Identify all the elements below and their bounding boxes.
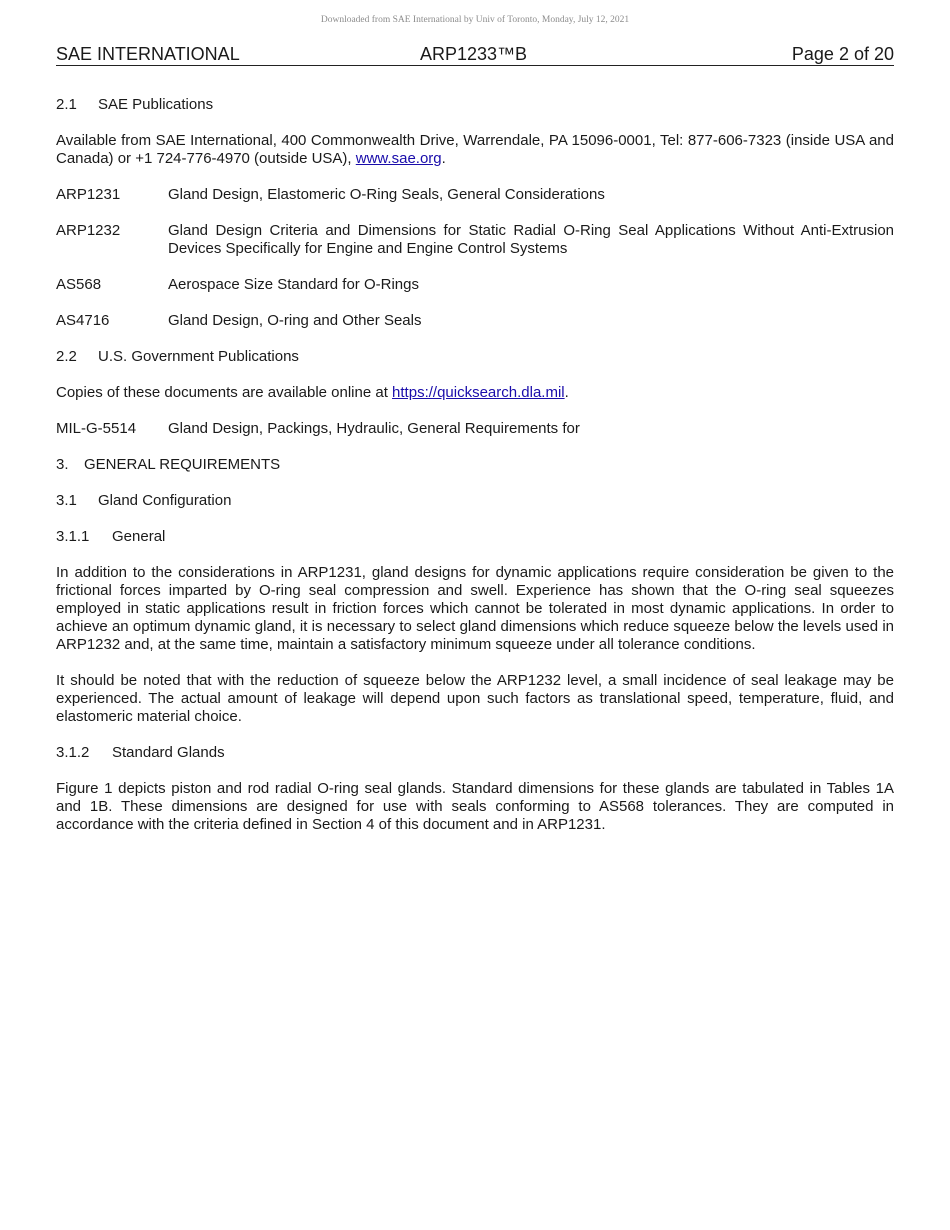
reference-code: AS4716 xyxy=(56,312,110,329)
download-watermark: Downloaded from SAE International by Univ of Toronto, Monday, July 12, 2021 xyxy=(320,15,630,25)
sae-intro-tail: . xyxy=(441,150,446,167)
reference-entry xyxy=(56,276,894,294)
standard-glands-paragraph: Figure 1 depicts piston and rod radial O-ring seal glands. Standard dimensions for these glands are tabulated in Tables 1A and 1B. These dimensions are designed for use with seals conforming to AS568 tolerances. They are computed in accordance with the criteria defined in Section 4 of this document and in ARP1231. xyxy=(56,780,894,833)
reference-code: MIL-G-5514 xyxy=(56,420,137,437)
section-number: 3. xyxy=(56,456,69,473)
section-title: U.S. Government Publications xyxy=(98,348,299,365)
gov-intro-text: Copies of these documents are available online at xyxy=(56,384,393,401)
section-number: 2.2 xyxy=(56,348,77,365)
section-2-1-heading xyxy=(56,96,894,114)
sae-availability-paragraph xyxy=(56,132,894,168)
reference-code: AS568 xyxy=(56,276,102,293)
section-number: 2.1 xyxy=(56,96,77,113)
section-title: Gland Configuration xyxy=(98,492,232,509)
reference-entry xyxy=(56,186,894,204)
reference-title: Gland Design, Elastomeric O-Ring Seals, General Considerations xyxy=(168,186,605,203)
page-header xyxy=(56,43,894,66)
reference-title: Gland Design, Packings, Hydraulic, General Requirements for xyxy=(168,420,580,437)
section-title: SAE Publications xyxy=(98,96,214,113)
section-3-1-1-heading xyxy=(56,528,894,546)
reference-title: Gland Design Criteria and Dimensions for Static Radial O-Ring Seal Applications Without Anti-Extrusion Devices Specifically for Engine and Engine Control Systems xyxy=(168,222,894,257)
reference-entry xyxy=(56,312,894,330)
section-3-1-2-heading xyxy=(56,744,894,762)
section-title: General xyxy=(112,528,166,545)
reference-code: ARP1232 xyxy=(56,222,121,239)
section-3-heading xyxy=(56,456,894,474)
section-title: GENERAL REQUIREMENTS xyxy=(84,456,281,473)
reference-title: Gland Design, O-ring and Other Seals xyxy=(168,312,422,329)
reference-entry xyxy=(56,222,894,258)
reference-title: Aerospace Size Standard for O-Rings xyxy=(168,276,419,293)
document-body xyxy=(56,96,894,852)
section-2-2-heading xyxy=(56,348,894,366)
section-number: 3.1 xyxy=(56,492,77,509)
page-number: Page 2 of 20 xyxy=(791,44,894,64)
section-3-1-heading xyxy=(56,492,894,510)
document-number: ARP1233™B xyxy=(420,44,528,64)
section-title: Standard Glands xyxy=(112,744,225,761)
section-number: 3.1.2 xyxy=(56,744,90,761)
reference-code: ARP1231 xyxy=(56,186,121,203)
section-number: 3.1.1 xyxy=(56,528,90,545)
publisher-name: SAE INTERNATIONAL xyxy=(56,44,240,64)
general-paragraph-2: It should be noted that with the reduction of squeeze below the ARP1232 level, a small incidence of seal leakage may be experienced. The actual amount of leakage will depend upon such factors as translational speed, temperature, fluid, and elastomeric material choice. xyxy=(56,672,894,725)
quicksearch-link[interactable]: https://quicksearch.dla.mil xyxy=(392,384,565,401)
reference-entry xyxy=(56,420,894,438)
sae-intro-text: Available from SAE International, 400 Commonwealth Drive, Warrendale, PA 15096-0001, Tel: 877-606-7323 (inside USA and Canada) or +1 724-776-4970 (outside USA), xyxy=(56,132,894,167)
general-paragraph-1: In addition to the considerations in ARP1231, gland designs for dynamic applications require consideration be given to the frictional forces imparted by O-ring seal compression and swell. Experience has shown that the O-ring seal squeezes employed in static applications result in friction forces which cannot be tolerated in most dynamic applications. In order to achieve an optimum dynamic gland, it is necessary to select gland dimensions which reduce squeeze below the levels used in ARP1232 and, at the same time, maintain a satisfactory minimum squeeze under all tolerance conditions. xyxy=(56,564,894,653)
sae-website-link[interactable]: www.sae.org xyxy=(355,150,442,167)
gov-intro-tail: . xyxy=(564,384,569,401)
gov-availability-paragraph xyxy=(56,384,894,402)
